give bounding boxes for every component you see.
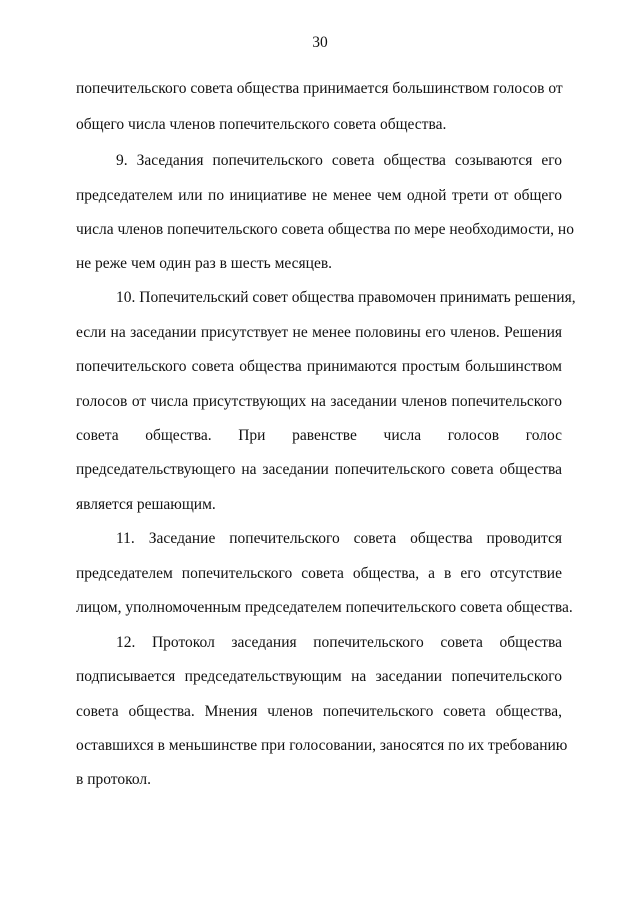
text-line: является решающим. — [76, 496, 216, 513]
text-line: председателем попечительского совета общества, а в его отсутствие — [76, 565, 562, 582]
text-line: попечительского совета общества принимается большинством голосов от — [76, 80, 563, 97]
text-line: не реже чем один раз в шесть месяцев. — [76, 255, 333, 272]
text-line: попечительского совета общества принимаются простым большинством — [76, 358, 562, 375]
text-line: оставшихся в меньшинстве при голосовании, заносятся по их требованию — [76, 737, 568, 754]
paragraph-10-start: 10. Попечительский совет общества правомочен принимать решения, — [116, 289, 576, 306]
text-line: общего числа членов попечительского совета общества. — [76, 116, 447, 133]
text-line: совета общества. При равенстве числа голосов голос — [76, 427, 562, 444]
page-number: 30 — [312, 34, 328, 51]
text-line: в протокол. — [76, 771, 152, 788]
text-line: совета общества. Мнения членов попечительского совета общества, — [76, 703, 562, 720]
text-line: голосов от числа присутствующих на заседании членов попечительского — [76, 393, 562, 410]
text-line: председательствующего на заседании попечительского совета общества — [76, 461, 562, 478]
text-line: если на заседании присутствует не менее половины его членов. Решения — [76, 324, 562, 341]
text-line: председателем или по инициативе не менее чем одной трети от общего — [76, 187, 562, 204]
text-line: числа членов попечительского совета общества по мере необходимости, но — [76, 221, 574, 238]
text-line: подписывается председательствующим на заседании попечительского — [76, 668, 562, 685]
text-line: лицом, уполномоченным председателем попечительского совета общества. — [76, 599, 573, 616]
paragraph-11-start: 11. Заседание попечительского совета общества проводится — [116, 530, 562, 547]
paragraph-12-start: 12. Протокол заседания попечительского совета общества — [116, 634, 562, 651]
paragraph-9-start: 9. Заседания попечительского совета общества созываются его — [116, 152, 562, 169]
